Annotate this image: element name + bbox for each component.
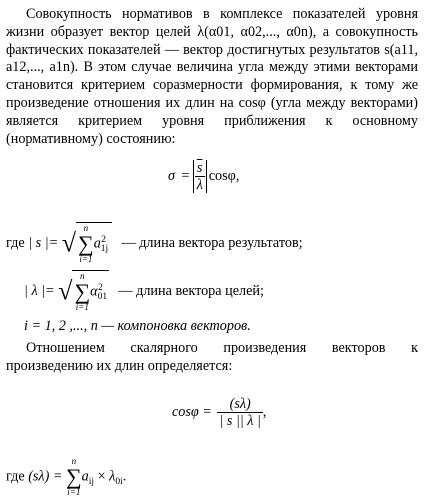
paragraph-intro-text: Совокупность нормативов в комплексе показателей уровня жизни образует вектор целей λ(α01, α02,..., α0n), а совокупность фактических показателей — вектор достигнутых результатов s(a11, a12,..., a1n). В этом случае величина угла между этими векторами становится критерием соразмерности формирования, к тому же произведение отношения их длин на cosφ (угла между векторами) является критерием уровня приближения к основному (нормативному) состоянию:: [6, 6, 418, 147]
formula-sigma: [168, 160, 239, 193]
formula-sigma-den: λ: [196, 177, 203, 193]
formula-cosine-lhs: cosφ =: [172, 403, 212, 420]
sqrt-sign-icon: √: [58, 276, 73, 306]
definition-s-length: [6, 222, 303, 265]
lambda-length-desc: — длина вектора целей;: [118, 282, 264, 299]
where-label: где: [6, 468, 25, 485]
paragraph-scalar-text: Отношением скалярного произведения векторов к произведению их длин определяется:: [6, 340, 418, 374]
formula-cosine-tail: ,: [262, 403, 267, 420]
index-definition-text: i = 1, 2 ,..., n — компоновка векторов.: [24, 318, 251, 334]
scalar-product-lhs: (sλ) =: [28, 468, 63, 485]
sqrt-body: n ∑ i=1 $\alpha_{01}^2$: [74, 271, 108, 312]
sum-symbol: n ∑ i=1: [65, 456, 82, 497]
lambda-length-lhs: | λ |=: [24, 282, 55, 299]
paragraph-intro: [6, 6, 418, 148]
formula-sigma-lhs: σ: [168, 167, 175, 184]
formula-cosine: [172, 396, 266, 429]
where-label: где: [6, 234, 25, 251]
s-length-lhs: | s |=: [28, 234, 59, 251]
definition-index: [24, 318, 251, 336]
formula-cosine-fraction: [217, 396, 262, 429]
formula-cosine-den: | s || λ |: [219, 413, 261, 429]
paragraph-scalar: [6, 340, 418, 376]
definition-lambda-length: [24, 270, 264, 313]
formula-sigma-fraction: [193, 160, 207, 193]
sqrt-body: n ∑ i=1 $a_{1j}^2$: [76, 222, 112, 265]
formula-cosine-num: (sλ): [217, 396, 262, 413]
sqrt-sign-icon: √: [61, 228, 77, 258]
definition-scalar-product: где (sλ) = n ∑ i=1 $a_{ij} \times \lambda_{0i}$.: [6, 456, 127, 497]
sum-symbol: n ∑ i=1: [74, 271, 91, 312]
sum-symbol: n ∑ i=1: [78, 223, 94, 264]
formula-sigma-tail: cosφ,: [208, 167, 240, 184]
formula-sigma-num: $\overline{s}$: [195, 160, 205, 177]
s-length-desc: — длина вектора результатов;: [121, 234, 303, 251]
formula-sigma-eq: =: [181, 167, 190, 184]
